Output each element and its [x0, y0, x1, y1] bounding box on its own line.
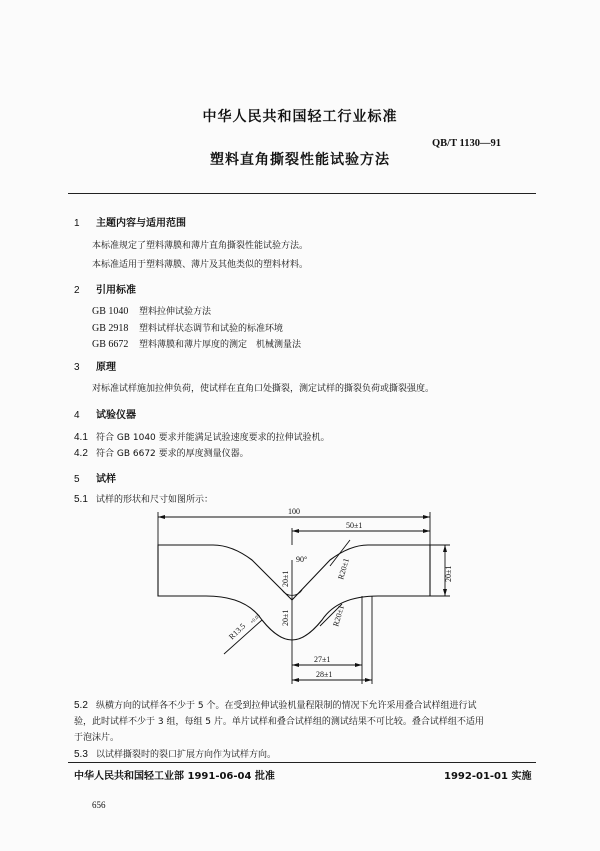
effective-date: 1992-01-01 实施 [444, 771, 532, 782]
section-number: 5 [74, 474, 80, 485]
section-number: 2 [74, 285, 80, 296]
arrowhead [292, 529, 299, 533]
arrowhead [365, 678, 372, 682]
paragraph: 本标准规定了塑料薄膜和薄片直角撕裂性能试验方法。 [92, 241, 309, 251]
reference-title: 塑料拉伸试验方法 [139, 307, 212, 317]
section-4-heading [74, 406, 136, 421]
clause-continuation: 于泡沫片。 [74, 733, 120, 743]
section-title: 主题内容与适用范围 [96, 218, 186, 229]
dim-notch-label: 20±1 [281, 570, 290, 587]
clause-item [74, 747, 276, 760]
clause-text-line: 纵横方向的试样各不少于 5 个。在受到拉伸试验机量程限制的情况下允许采用叠合试样组进行试 [96, 701, 477, 711]
specimen-figure [0, 500, 600, 690]
reference-item [92, 321, 283, 334]
arrowhead [292, 663, 299, 667]
clause-number: 5.1 [74, 494, 88, 505]
section-2-heading [74, 281, 136, 296]
radius-left-label: R13.5 [227, 621, 248, 642]
reference-code: GB 6672 [92, 339, 129, 350]
arrowhead [443, 589, 447, 596]
clause-text: 以试样撕裂时的裂口扩展方向作为试样方向。 [96, 750, 277, 760]
specimen-outline [158, 545, 430, 640]
paragraph: 本标准适用于塑料薄膜、薄片及其他类似的塑料材料。 [92, 260, 309, 270]
dim-lower-label: 20±1 [281, 609, 290, 626]
dim-height-label: 20±1 [444, 565, 453, 582]
reference-code: GB 1040 [92, 306, 129, 317]
angle-label: 90° [296, 555, 308, 564]
approval-line: 中华人民共和国轻工业部 1991-06-04 批准 [74, 771, 275, 782]
header-rule [68, 193, 536, 194]
section-number: 4 [74, 410, 80, 421]
arrowhead [292, 678, 299, 682]
reference-item [92, 304, 211, 317]
section-number: 1 [74, 218, 80, 229]
reference-title: 塑料试样状态调节和试验的标准环境 [139, 324, 284, 334]
dim-27-label: 27±1 [314, 655, 331, 664]
clause-number: 5.2 [74, 700, 88, 711]
section-title: 引用标准 [96, 285, 136, 296]
section-title: 原理 [96, 362, 116, 373]
arrowhead [423, 529, 430, 533]
clause-item [74, 430, 330, 443]
arrowhead [423, 515, 430, 519]
standard-category: 中华人民共和国轻工行业标准 [202, 109, 398, 125]
clause-text: 符合 GB 1040 要求并能满足试验速度要求的拉伸试验机。 [96, 433, 330, 443]
dim-total-label: 100 [288, 507, 300, 516]
clause-number: 4.2 [74, 448, 88, 459]
arrowhead [443, 545, 447, 552]
arrowhead [158, 515, 165, 519]
clause-item [74, 698, 476, 711]
footer-rule [68, 762, 536, 763]
clause-number: 4.1 [74, 432, 88, 443]
section-1-heading [74, 214, 186, 229]
section-title: 试样 [96, 474, 116, 485]
radius-upper-label: R20±1 [336, 557, 351, 581]
reference-item [92, 337, 301, 350]
radius-lower-label: R20±1 [331, 604, 346, 628]
reference-title: 塑料薄膜和薄片厚度的测定 机械测量法 [139, 340, 302, 350]
clause-continuation: 验，此时试样不少于 3 组，每组 5 片。单片试样和叠合试样组的测试结果不可比较。叠合试样组不适用 [74, 717, 484, 727]
radius-left-tolerance: +0.05 [249, 613, 262, 626]
section-5-heading [74, 470, 116, 485]
standard-number: QB/T 1130—91 [432, 138, 501, 149]
section-number: 3 [74, 362, 80, 373]
section-3-heading [74, 358, 116, 373]
arrowhead [355, 663, 362, 667]
page-number: 656 [92, 800, 106, 810]
clause-item [74, 446, 249, 459]
paragraph: 对标准试样施加拉伸负荷，使试样在直角口处撕裂，测定试样的撕裂负荷或撕裂强度。 [92, 384, 435, 394]
dim-right-label: 50±1 [346, 521, 363, 530]
clause-text: 试样的形状和尺寸如图所示： [96, 495, 214, 505]
dim-28-label: 28±1 [316, 670, 333, 679]
section-title: 试验仪器 [96, 410, 136, 421]
clause-text: 符合 GB 6672 要求的厚度测量仪器。 [96, 449, 249, 459]
document-title: 塑料直角撕裂性能试验方法 [210, 152, 390, 168]
clause-number: 5.3 [74, 749, 88, 760]
reference-code: GB 2918 [92, 323, 129, 334]
